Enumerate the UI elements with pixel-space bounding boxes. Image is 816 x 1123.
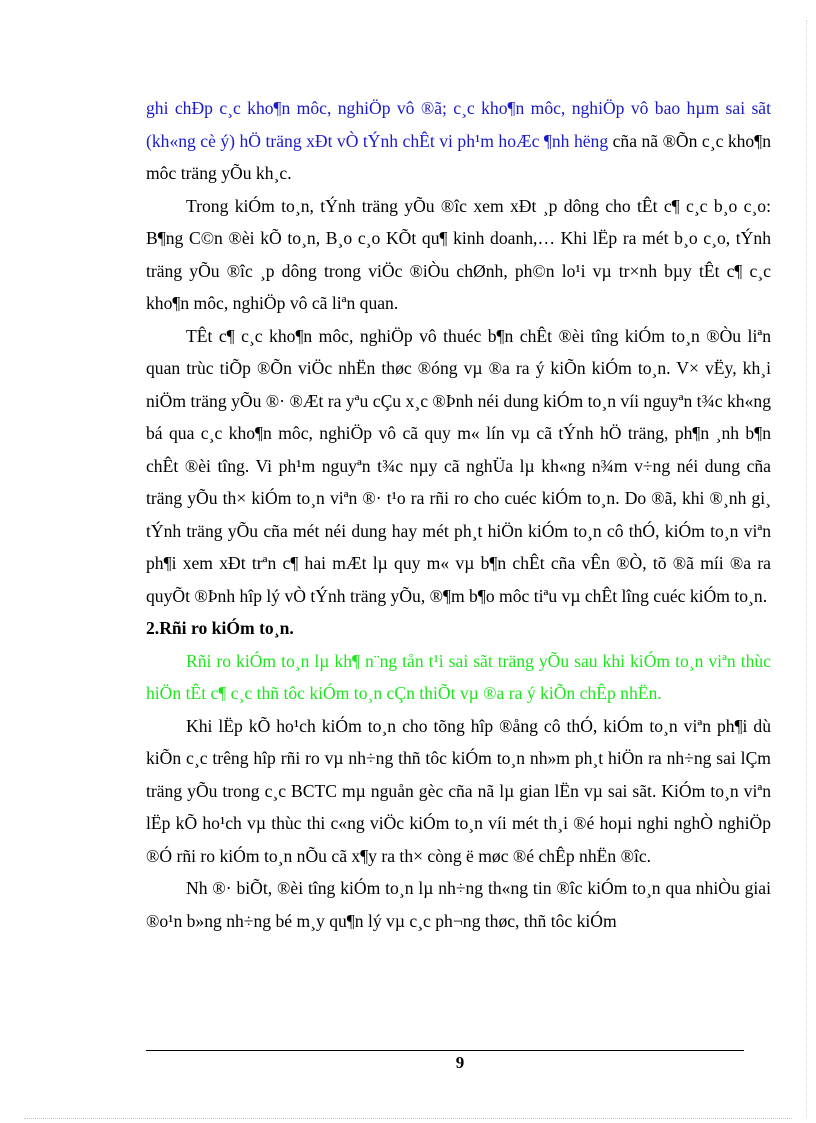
continuation-paragraph	[146, 92, 771, 190]
footer-divider	[146, 1050, 744, 1051]
continuation-text: cña nã ®Õn c¸c kho¶n môc träng yÕu kh¸c.	[146, 130, 771, 183]
blue-highlighted-text: ghi chÐp c¸c kho¶n môc, nghiÖp vô ®ã; c¸c kho¶n môc, nghiÖp vô bao hµm sai sãt (kh«ng cè ý) hÖ träng xÐt vÒ tÝnh chÊt vi ph¹m hoÆc ¶nh hëng	[146, 98, 771, 151]
document-body	[146, 92, 771, 937]
paragraph-materiality-principle: TÊt c¶ c¸c kho¶n môc, nghiÖp vô thuéc b¶n chÊt ®èi tîng kiÓm to¸n ®Òu liªn quan trùc tiÕp ®Õn viÖc nhËn thøc ®óng vµ ®a ra ý kiÕn kiÓm to¸n. V× vËy, kh¸i niÖm träng yÕu ®· ®Æt ra yªu cÇu x¸c ®Þnh néi dung kiÓm to¸n víi nguyªn t¾c kh«ng bá qua c¸c kho¶n môc, nghiÖp vô cã quy m« lín vµ cã tÝnh hÖ träng, ph¶n ¸nh b¶n chÊt ®èi tîng. Vi ph¹m nguyªn t¾c nµy cã nghÜa lµ kh«ng n¾m v÷ng néi dung cña träng yÕu th× kiÓm to¸n viªn ®· t¹o ra rñi ro cho cuéc kiÓm to¸n. Do ®ã, khi ®¸nh gi¸ tÝnh träng yÕu cña mét néi dung hay mét ph¸t hiÖn kiÓm to¸n cô thÓ, kiÓm to¸n viªn ph¶i xem xÐt trªn c¶ hai mÆt lµ quy m« vµ b¶n chÊt cña vÊn ®Ò, tõ ®ã míi ®a ra quyÕt ®Þnh hîp lý vÒ tÝnh träng yÕu, ®¶m b¶o môc tiªu vµ chÊt lîng cuéc kiÓm to¸n.	[146, 325, 771, 606]
page-number: 9	[455, 1053, 465, 1072]
audit-risk-definition: Rñi ro kiÓm to¸n lµ kh¶ n¨ng tån t¹i sai sãt träng yÕu sau khi kiÓm to¸n viªn thùc hiÖn tÊt c¶ c¸c thñ tôc kiÓm to¸n cÇn thiÕt vµ ®a ra ý kiÕn chÊp nhËn.	[146, 650, 771, 703]
paragraph-materiality-reports: Trong kiÓm to¸n, tÝnh träng yÕu ®îc xem xÐt ¸p dông cho tÊt c¶ c¸c b¸o c¸o: B¶ng C©n ®èi kÕ to¸n, B¸o c¸o KÕt qu¶ kinh doanh,… Khi lËp ra mét b¸o c¸o, tÝnh träng yÕu ®îc ¸p dông trong viÖc ®iÒu chØnh, ph©n lo¹i vµ tr×nh bµy tÊt c¶ c¸c kho¶n môc, nghiÖp vô cã liªn quan.	[146, 195, 771, 313]
page-bottom-border	[24, 1118, 792, 1119]
section-heading-audit-risk: 2.Rñi ro kiÓm to¸n.	[146, 618, 294, 638]
paragraph-audit-object: Nh ®· biÕt, ®èi tîng kiÓm to¸n lµ nh÷ng th«ng tin ®îc kiÓm to¸n qua nhiÒu giai ®o¹n b»ng nh÷ng bé m¸y qu¶n lý vµ c¸c ph¬ng thøc, thñ tôc kiÓm	[146, 878, 771, 931]
paragraph-audit-planning: Khi lËp kÕ ho¹ch kiÓm to¸n cho tõng hîp ®ång cô thÓ, kiÓm to¸n viªn ph¶i dù kiÕn c¸c trêng hîp rñi ro vµ nh÷ng thñ tôc kiÓm to¸n nh»m ph¸t hiÖn ra nh÷ng sai lÇm träng yÕu trong c¸c BCTC mµ nguån gèc cña nã lµ gian lËn vµ sai sãt. KiÓm to¸n viªn lËp kÕ ho¹ch vµ thùc thi c«ng viÖc kiÓm to¸n víi mét th¸i ®é hoµi nghi nghÒ nghiÖp ®Ó rñi ro kiÓm to¸n nÕu cã x¶y ra th× còng ë møc ®é chÊp nhËn ®îc.	[146, 715, 771, 866]
page-right-border	[806, 20, 807, 1118]
